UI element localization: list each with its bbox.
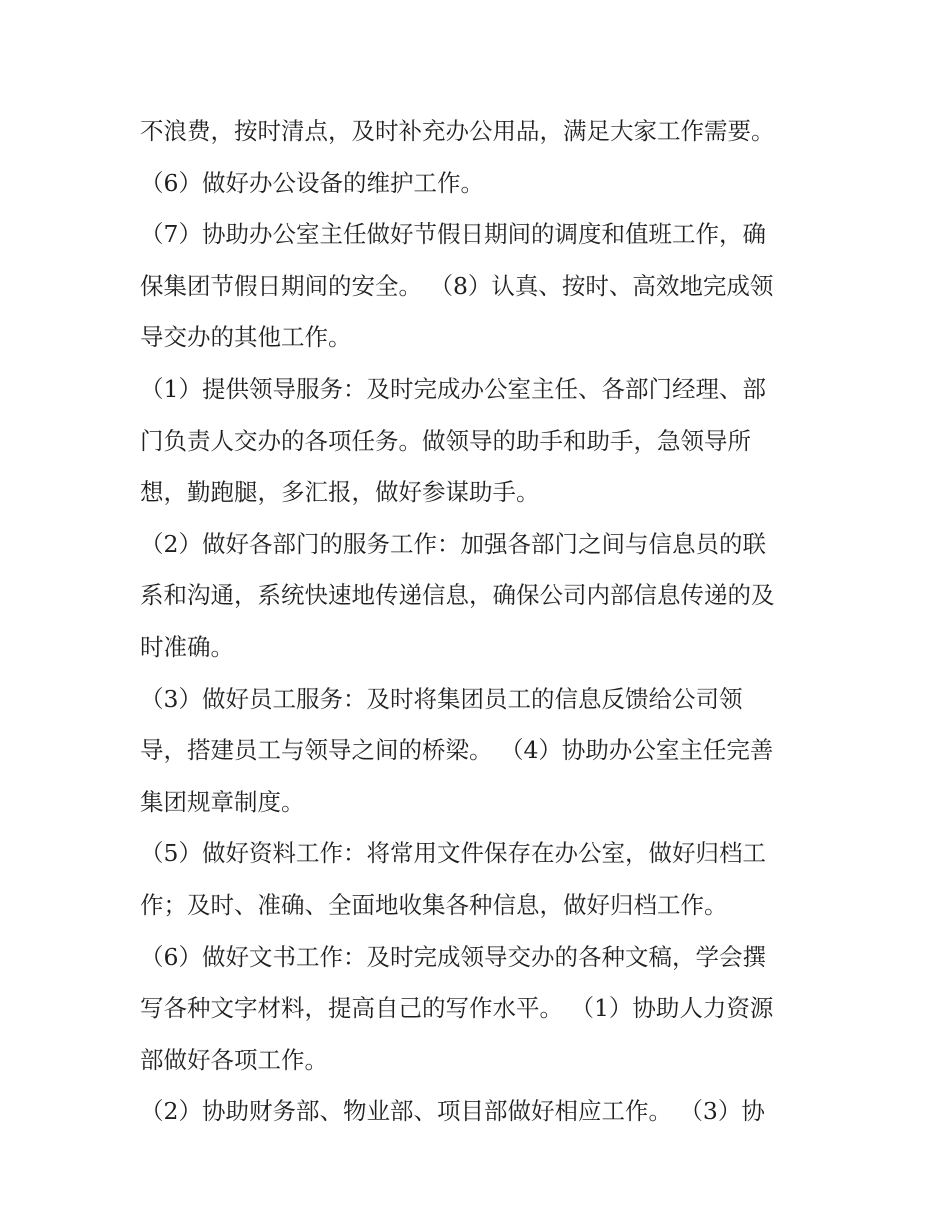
text-line: 写各种文字材料，提高自己的写作水平。 （1）协助人力资源: [140, 994, 774, 1023]
text-line: 作；及时、准确、全面地收集各种信息，做好归档工作。: [140, 890, 728, 919]
text-line: （5）做好资料工作：将常用文件保存在办公室，做好归档工: [140, 839, 766, 868]
text-line: （6）做好文书工作：及时完成领导交办的各种文稿，学会撰: [140, 942, 766, 971]
text-line: （2）做好各部门的服务工作：加强各部门之间与信息员的联: [140, 529, 766, 558]
document-body: [140, 106, 830, 1138]
text-line: 导，搭建员工与领导之间的桥梁。 （4）协助办公室主任完善: [140, 736, 774, 765]
text-line: （7）协助办公室主任做好节假日期间的调度和值班工作，确: [140, 220, 766, 249]
text-line: （2）协助财务部、物业部、项目部做好相应工作。 （3）协: [140, 1097, 765, 1126]
text-line: 门负责人交办的各项任务。做领导的助手和助手，急领导所: [140, 426, 751, 455]
text-line: 不浪费，按时清点，及时补充办公用品，满足大家工作需要。: [140, 117, 775, 145]
text-line: 集团规章制度。: [140, 787, 305, 816]
text-line: 保集团节假日期间的安全。 （8）认真、按时、高效地完成领: [140, 271, 774, 300]
text-line: （1）提供领导服务：及时完成办公室主任、各部门经理、部: [140, 374, 766, 403]
text-line: 部做好各项工作。: [140, 1045, 328, 1074]
text-line: 导交办的其他工作。: [140, 323, 352, 352]
text-line: （3）做好员工服务：及时将集团员工的信息反馈给公司领: [140, 684, 743, 713]
text-line: 系和沟通，系统快速地传递信息，确保公司内部信息传递的及: [140, 581, 775, 610]
text-line: 时准确。: [140, 632, 234, 661]
text-line: 想，勤跑腿，多汇报，做好参谋助手。: [140, 478, 540, 507]
text-line: （6）做好办公设备的维护工作。: [140, 168, 484, 197]
